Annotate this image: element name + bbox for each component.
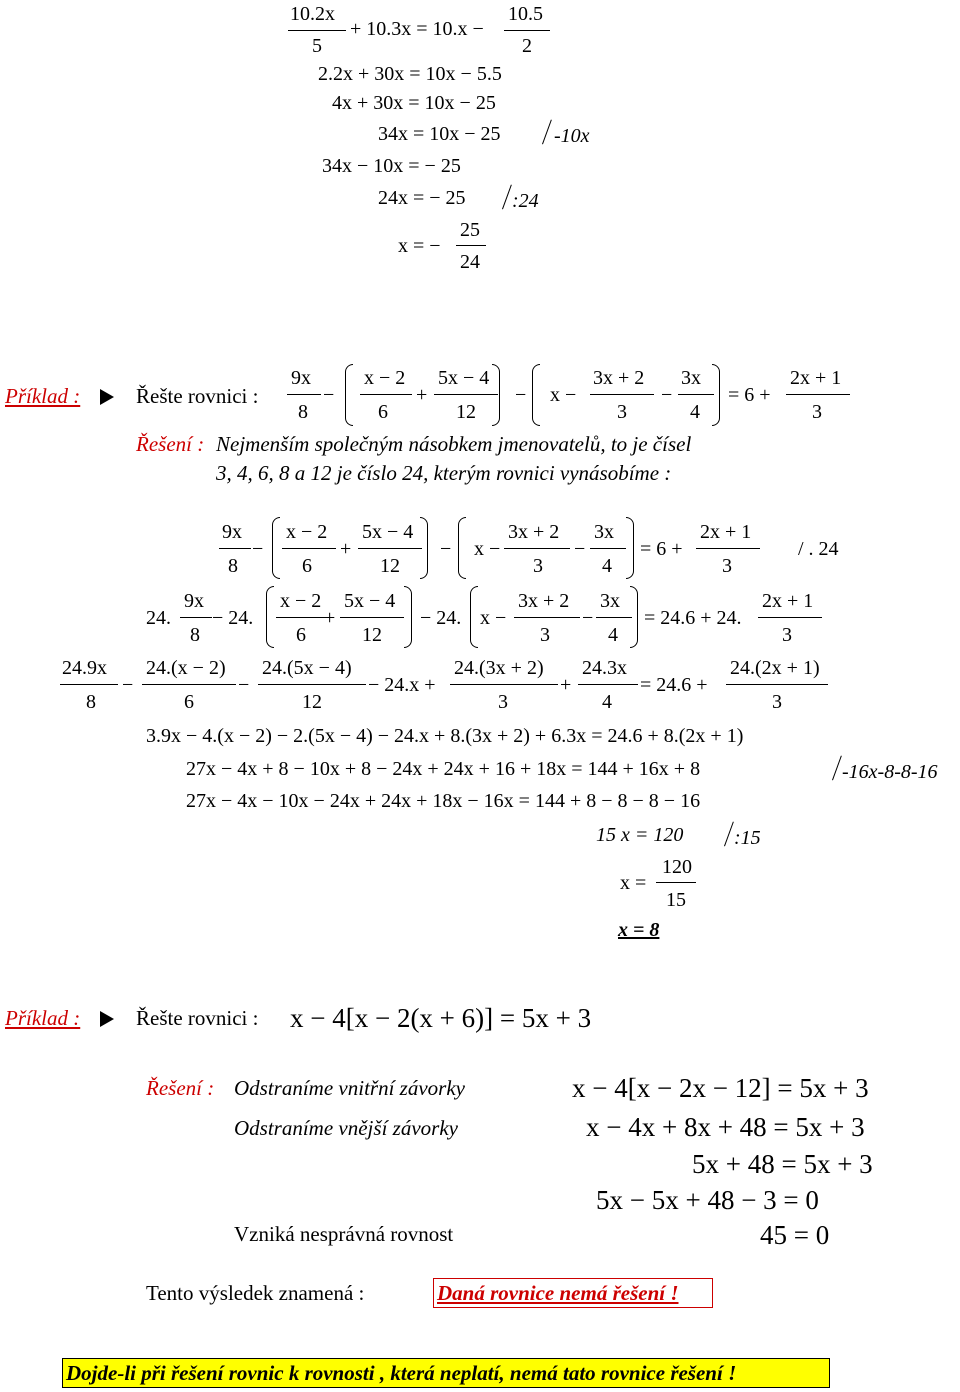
step-5-operation: -16x-8-8-16	[842, 761, 938, 783]
frac-den: 12	[456, 401, 476, 423]
step-description: Odstraníme vnější závorky	[234, 1116, 458, 1140]
coefficient: − 24.	[420, 607, 462, 629]
rhs: = 6 +	[640, 538, 683, 560]
frac-num: 24.(x − 2)	[146, 657, 226, 679]
frac-num: 5x − 4	[438, 367, 490, 389]
fraction-bar	[287, 394, 321, 395]
top-l8-lhs: x = −	[398, 235, 441, 257]
frac-den: 4	[602, 691, 612, 713]
step-description: Odstraníme vnitřní závorky	[234, 1076, 465, 1100]
left-paren	[266, 586, 274, 648]
operator: +	[560, 674, 572, 696]
fraction-bar	[219, 548, 251, 549]
frac-den: 6	[378, 401, 388, 423]
frac-den: 3	[722, 555, 732, 577]
x-minus: x −	[474, 538, 501, 560]
middle-terms: − 24.x +	[368, 674, 436, 696]
step-equation: 45 = 0	[760, 1220, 830, 1250]
frac-num: 2x + 1	[762, 590, 814, 612]
frac-num: 2x + 1	[700, 521, 752, 543]
fraction-bar	[656, 882, 696, 883]
top-l6: 34x − 10x = − 25	[322, 155, 461, 177]
fraction-bar	[504, 548, 570, 549]
coefficient: − 24.	[212, 607, 254, 629]
top-l8-num: 25	[460, 219, 480, 241]
step-7-operation: :15	[734, 827, 761, 849]
left-paren	[272, 517, 280, 579]
frac-num: 5x − 4	[362, 521, 414, 543]
left-paren	[532, 364, 540, 426]
operator: −	[574, 538, 586, 560]
right-paren	[712, 364, 720, 426]
top-l8-den: 24	[460, 251, 480, 273]
top-l7: 24x = − 25	[378, 187, 466, 209]
frac-den: 8	[228, 555, 238, 577]
slash-divider	[542, 120, 552, 145]
frac-num: 9x	[222, 521, 242, 543]
step-equation: 5x − 5x + 48 − 3 = 0	[596, 1185, 819, 1215]
frac-num: 24.(5x − 4)	[262, 657, 352, 679]
fraction-bar	[434, 394, 498, 395]
frac-den: 4	[602, 555, 612, 577]
top-l3: 2.2x + 30x = 10x − 5.5	[318, 63, 502, 85]
operator: +	[340, 538, 352, 560]
operator: +	[324, 607, 336, 629]
right-paren	[630, 586, 638, 648]
frac-den: 3	[533, 555, 543, 577]
operator: −	[238, 674, 250, 696]
frac-num: 24.3x	[582, 657, 627, 679]
frac-den: 3	[617, 401, 627, 423]
fraction-bar	[590, 548, 626, 549]
step-equation: x − 4[x − 2x − 12] = 5x + 3	[572, 1073, 869, 1103]
result-text: Tento výsledek znamená :	[146, 1281, 365, 1305]
top-l1-num-a: 10.2x	[290, 3, 335, 25]
play-arrow-icon	[100, 389, 114, 405]
play-arrow-icon	[100, 1011, 114, 1027]
frac-den: 12	[302, 691, 322, 713]
fraction-bar	[504, 30, 550, 31]
frac-den: 6	[302, 555, 312, 577]
frac-den: 8	[298, 401, 308, 423]
top-l1-num-b: 10.5	[508, 3, 543, 25]
step-8-num: 120	[662, 856, 692, 878]
fraction-bar	[514, 617, 580, 618]
slash-divider	[724, 822, 734, 847]
fraction-bar	[142, 684, 236, 685]
solution-text: Nejmenším společným násobkem jmenovatelů, to je čísel	[216, 432, 692, 456]
fraction-bar	[786, 394, 850, 395]
right-paren	[492, 364, 500, 426]
operator: −	[661, 384, 673, 406]
step-equation: 5x + 48 = 5x + 3	[692, 1149, 873, 1179]
rhs: = 24.6 +	[640, 674, 708, 696]
frac-num: x − 2	[280, 590, 322, 612]
frac-den: 4	[690, 401, 700, 423]
x-minus: x −	[480, 607, 507, 629]
step-8-den: 15	[666, 889, 686, 911]
final-answer: x = 8	[618, 919, 660, 941]
top-l2-den-a: 5	[312, 35, 322, 57]
multiply-operation: / . 24	[798, 538, 839, 560]
fraction-bar	[678, 394, 714, 395]
coefficient: 24.	[146, 607, 171, 629]
right-paren	[404, 586, 412, 648]
frac-den: 3	[498, 691, 508, 713]
solution-step-7: 15 x = 120	[596, 824, 684, 846]
top-l5-op: -10x	[554, 125, 590, 147]
frac-den: 3	[782, 624, 792, 646]
frac-num: 3x	[594, 521, 614, 543]
frac-num: 3x + 2	[508, 521, 560, 543]
rhs: = 24.6 + 24.	[644, 607, 742, 629]
task-prompt: Řešte rovnici :	[136, 384, 259, 408]
frac-num: 9x	[291, 367, 311, 389]
fraction-bar	[276, 617, 330, 618]
top-l5: 34x = 10x − 25	[378, 123, 501, 145]
frac-num: 2x + 1	[790, 367, 842, 389]
frac-num: 24.(2x + 1)	[730, 657, 820, 679]
step-8-lhs: x =	[620, 872, 647, 894]
fraction-bar	[596, 617, 632, 618]
fraction-bar	[360, 394, 412, 395]
frac-num: 5x − 4	[344, 590, 396, 612]
fraction-bar	[258, 684, 366, 685]
solution-label: Řešení :	[136, 432, 205, 456]
slash-divider	[832, 756, 842, 781]
fraction-bar	[180, 617, 212, 618]
example-label: Příklad :	[5, 1006, 81, 1030]
frac-den: 12	[362, 624, 382, 646]
solution-step-4: 3.9x − 4.(x − 2) − 2.(5x − 4) − 24.x + 8.(3x + 2) + 6.3x = 24.6 + 8.(2x + 1)	[146, 725, 744, 747]
solution-text: 3, 4, 6, 8 a 12 je číslo 24, kterým rovnici vynásobíme :	[216, 461, 672, 485]
top-l4: 4x + 30x = 10x − 25	[332, 92, 496, 114]
fraction-bar	[696, 548, 760, 549]
right-paren	[420, 517, 428, 579]
fraction-bar	[358, 548, 422, 549]
fraction-bar	[590, 394, 654, 395]
fraction-bar	[758, 617, 822, 618]
left-paren	[458, 517, 466, 579]
operator: −	[515, 384, 527, 406]
solution-label: Řešení :	[146, 1076, 215, 1100]
top-l7-op: :24	[512, 190, 539, 212]
left-paren	[345, 364, 353, 426]
frac-den: 8	[190, 624, 200, 646]
frac-num: x − 2	[286, 521, 328, 543]
equation-2: x − 4[x − 2(x + 6)] = 5x + 3	[290, 1003, 592, 1033]
operator: −	[582, 607, 594, 629]
frac-num: 3x + 2	[593, 367, 645, 389]
frac-num: 3x	[681, 367, 701, 389]
operator: −	[252, 538, 264, 560]
frac-num: 24.9x	[62, 657, 107, 679]
operator: −	[440, 538, 452, 560]
result-box-text: Daná rovnice nemá řešení !	[437, 1281, 679, 1305]
task-prompt: Řešte rovnici :	[136, 1006, 259, 1030]
frac-den: 6	[296, 624, 306, 646]
fraction-bar	[578, 684, 638, 685]
fraction-bar	[288, 30, 346, 31]
fraction-bar	[340, 617, 404, 618]
frac-den: 3	[772, 691, 782, 713]
step-equation: x − 4x + 8x + 48 = 5x + 3	[586, 1112, 865, 1142]
frac-den: 4	[608, 624, 618, 646]
solution-step-5: 27x − 4x + 8 − 10x + 8 − 24x + 24x + 16 + 18x = 144 + 16x + 8	[186, 758, 701, 780]
frac-den: 8	[86, 691, 96, 713]
fraction-bar	[726, 684, 828, 685]
frac-num: 3x + 2	[518, 590, 570, 612]
slash-divider	[502, 185, 512, 210]
frac-num: 24.(3x + 2)	[454, 657, 544, 679]
top-l2-den-b: 2	[522, 35, 532, 57]
operator: +	[416, 384, 428, 406]
fraction-bar	[60, 684, 118, 685]
frac-num: 9x	[184, 590, 204, 612]
frac-den: 6	[184, 691, 194, 713]
footer-note: Dojde-li při řešení rovnic k rovnosti , která neplatí, nemá tato rovnice řešení !	[66, 1361, 737, 1385]
example-label: Příklad :	[5, 384, 81, 408]
left-paren	[470, 586, 478, 648]
frac-den: 3	[540, 624, 550, 646]
x-minus: x −	[550, 384, 577, 406]
operator: −	[122, 674, 134, 696]
fraction-bar	[282, 548, 336, 549]
frac-den: 3	[812, 401, 822, 423]
step-description: Vzniká nesprávná rovnost	[234, 1222, 454, 1246]
frac-num: x − 2	[364, 367, 406, 389]
fraction-bar	[456, 245, 486, 246]
solution-step-6: 27x − 4x − 10x − 24x + 24x + 18x − 16x = 144 + 8 − 8 − 8 − 16	[186, 790, 701, 812]
operator: −	[323, 384, 335, 406]
rhs: = 6 +	[728, 384, 771, 406]
top-l1-mid: + 10.3x = 10.x −	[350, 18, 484, 40]
fraction-bar	[450, 684, 558, 685]
frac-den: 12	[380, 555, 400, 577]
right-paren	[626, 517, 634, 579]
frac-num: 3x	[600, 590, 620, 612]
